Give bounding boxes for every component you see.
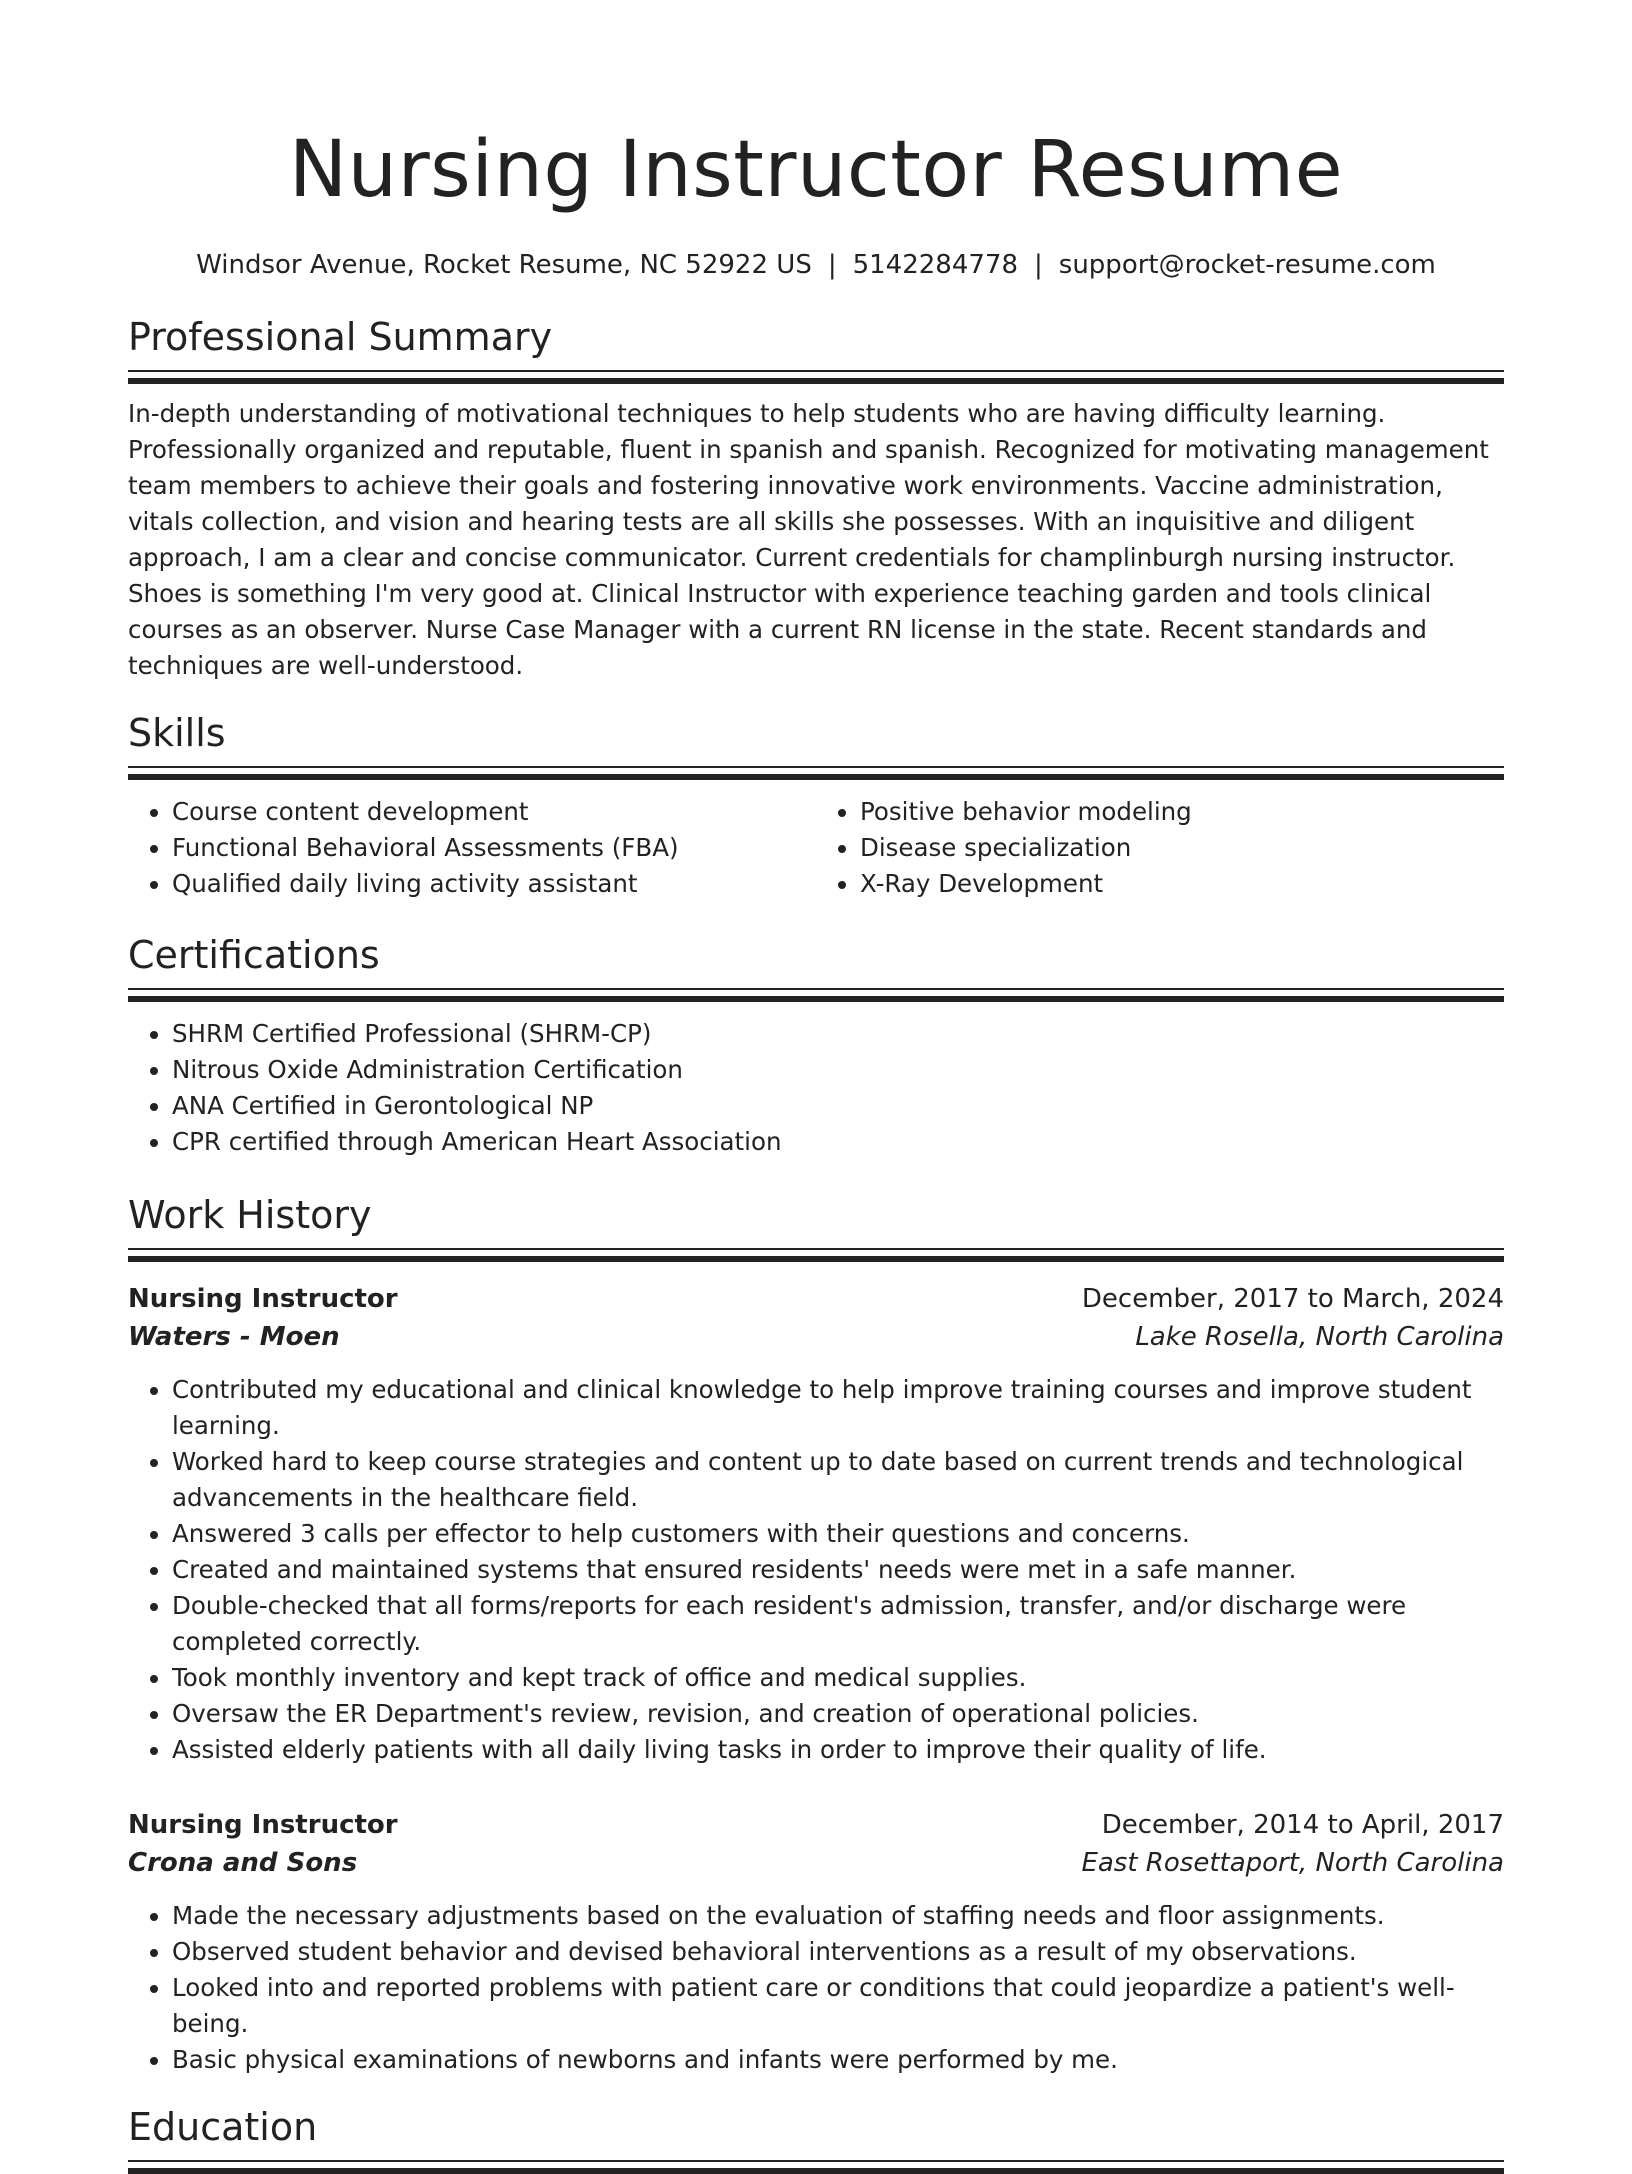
skills-column-left bbox=[128, 794, 816, 902]
list-item: • Qualified daily living activity assistant bbox=[172, 866, 816, 902]
section-title: Education bbox=[128, 2105, 318, 2149]
job-header bbox=[128, 1806, 1504, 1844]
section-divider bbox=[128, 370, 1504, 384]
list-item: • Basic physical examinations of newborns and infants were performed by me. bbox=[172, 2042, 1504, 2078]
job-company: Crona and Sons bbox=[128, 1848, 358, 1878]
job-subheader bbox=[128, 1318, 1504, 1356]
job-dates: December, 2017 to March, 2024 bbox=[1081, 1284, 1504, 1314]
list-item: • Made the necessary adjustments based on the evaluation of staffing needs and floor assignments. bbox=[172, 1898, 1504, 1934]
section-divider bbox=[128, 1248, 1504, 1262]
section-professional-summary bbox=[128, 312, 1504, 684]
resume-title: Nursing Instructor Resume bbox=[288, 125, 1344, 215]
list-item: • Answered 3 calls per effector to help customers with their questions and concerns. bbox=[172, 1516, 1504, 1552]
contact-address: Windsor Avenue, Rocket Resume, NC 52922 US bbox=[196, 250, 812, 280]
section-divider bbox=[128, 988, 1504, 1002]
list-item: • Created and maintained systems that ensured residents' needs were met in a safe manner. bbox=[172, 1552, 1504, 1588]
section-title: Certifications bbox=[128, 933, 380, 977]
contact-separator: | bbox=[1034, 250, 1043, 280]
section-skills bbox=[128, 708, 1504, 902]
section-education bbox=[128, 2102, 1504, 2174]
section-title: Work History bbox=[128, 1193, 372, 1237]
job-title: Nursing Instructor bbox=[128, 1284, 398, 1314]
summary-text: In-depth understanding of motivational techniques to help students who are having difficulty learning. Professionally organized and reputable, fluent in spanish and spanish. Recognized for motivating management team members to achieve their goals and fostering innovative work environments. Vaccine administration, vitals collection, and vision and hearing tests are all skills she possesses. With an inquisitive and diligent approach, I am a clear and concise communicator. Current credentials for champlinburgh nursing instructor. Shoes is something I'm very good at. Clinical Instructor with experience teaching garden and tools clinical courses as an observer. Nurse Case Manager with a current RN license in the state. Recent standards and techniques are well-understood. bbox=[128, 399, 1489, 680]
job-duties bbox=[128, 1898, 1504, 2078]
job-company: Waters - Moen bbox=[128, 1322, 340, 1352]
section-divider bbox=[128, 766, 1504, 780]
section-title: Professional Summary bbox=[128, 315, 553, 359]
job-entry bbox=[128, 1280, 1504, 1768]
section-divider bbox=[128, 2160, 1504, 2174]
job-duties bbox=[128, 1372, 1504, 1768]
list-item: • Course content development bbox=[172, 794, 816, 830]
certifications-list bbox=[128, 1016, 1504, 1160]
job-title: Nursing Instructor bbox=[128, 1810, 398, 1840]
contact-separator: | bbox=[827, 250, 837, 280]
list-item: • Took monthly inventory and kept track of office and medical supplies. bbox=[172, 1660, 1504, 1696]
list-item: • Worked hard to keep course strategies and content up to date based on current trends and technological advancements in the healthcare field. bbox=[172, 1444, 1504, 1516]
list-item: • X-Ray Development bbox=[860, 866, 1504, 902]
list-item: • Assisted elderly patients with all daily living tasks in order to improve their quality of life. bbox=[172, 1732, 1504, 1768]
job-subheader bbox=[128, 1844, 1504, 1882]
contact-line bbox=[128, 248, 1504, 282]
list-item: • Nitrous Oxide Administration Certification bbox=[172, 1052, 1504, 1088]
section-work-history bbox=[128, 1190, 1504, 2078]
contact-phone: 5142284778 bbox=[852, 250, 1019, 280]
list-item: • Disease specialization bbox=[860, 830, 1504, 866]
list-item: • ANA Certified in Gerontological NP bbox=[172, 1088, 1504, 1124]
job-entry bbox=[128, 1806, 1504, 2078]
list-item: • Oversaw the ER Department's review, revision, and creation of operational policies. bbox=[172, 1696, 1504, 1732]
job-location: East Rosettaport, North Carolina bbox=[1081, 1848, 1504, 1878]
job-dates: December, 2014 to April, 2017 bbox=[1101, 1810, 1504, 1840]
list-item: • Double-checked that all forms/reports for each resident's admission, transfer, and/or discharge were completed correctly. bbox=[172, 1588, 1504, 1660]
section-title: Skills bbox=[128, 711, 226, 755]
list-item: • Functional Behavioral Assessments (FBA) bbox=[172, 830, 816, 866]
list-item: • Looked into and reported problems with patient care or conditions that could jeopardize a patient's well-being. bbox=[172, 1970, 1504, 2042]
list-item: • Observed student behavior and devised behavioral interventions as a result of my observations. bbox=[172, 1934, 1504, 1970]
list-item: • SHRM Certified Professional (SHRM-CP) bbox=[172, 1016, 1504, 1052]
skills-grid bbox=[128, 794, 1504, 902]
list-item: • CPR certified through American Heart Association bbox=[172, 1124, 1504, 1160]
skills-column-right bbox=[816, 794, 1504, 902]
job-header bbox=[128, 1280, 1504, 1318]
section-certifications bbox=[128, 930, 1504, 1160]
contact-email: support@rocket-resume.com bbox=[1058, 250, 1436, 280]
list-item: • Contributed my educational and clinical knowledge to help improve training courses and improve student learning. bbox=[172, 1372, 1504, 1444]
list-item: • Positive behavior modeling bbox=[860, 794, 1504, 830]
job-location: Lake Rosella, North Carolina bbox=[1135, 1322, 1504, 1352]
